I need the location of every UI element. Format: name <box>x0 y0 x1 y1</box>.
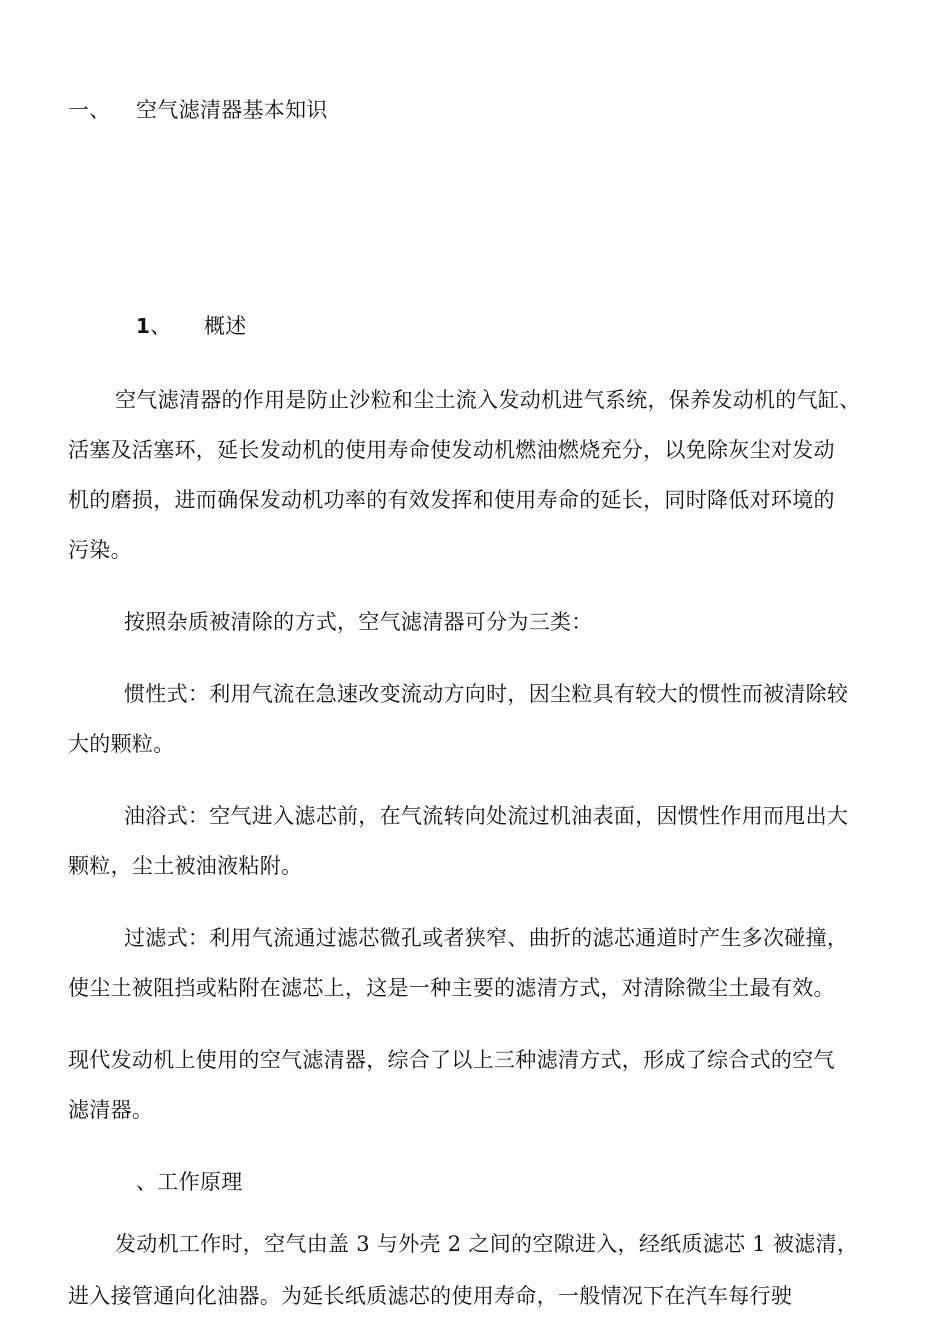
paragraph-line: 过滤式：利用气流通过滤芯微孔或者狭窄、曲折的滤芯通道时产生多次碰撞， <box>124 926 849 950</box>
section-number: 一、 <box>68 98 111 122</box>
paragraph-line: 惯性式：利用气流在急速改变流动方向时，因尘粒具有较大的惯性而被清除较 <box>124 682 849 706</box>
section-heading <box>68 96 328 124</box>
section-title: 空气滤清器基本知识 <box>136 98 328 122</box>
paragraph-line: 污染。 <box>68 538 132 562</box>
paragraph-line: 机的磨损，进而确保发动机功率的有效发挥和使用寿命的延长，同时降低对环境的 <box>68 488 835 512</box>
paragraph-line: 现代发动机上使用的空气滤清器，综合了以上三种滤清方式，形成了综合式的空气 <box>68 1048 835 1072</box>
paragraph-line: 大的颗粒。 <box>68 732 175 756</box>
paragraph-line: 活塞及活塞环，延长发动机的使用寿命使发动机燃油燃烧充分，以免除灰尘对发动 <box>68 438 835 462</box>
subsection-heading <box>136 312 247 340</box>
subsection-title: 概述 <box>204 314 247 338</box>
paragraph-line: 滤清器。 <box>68 1098 154 1122</box>
paragraph-line: 进入接管通向化油器。为延长纸质滤芯的使用寿命，一般情况下在汽车每行驶 <box>68 1284 793 1308</box>
paragraph-line: 空气滤清器的作用是防止沙粒和尘土流入发动机进气系统，保养发动机的气缸、 <box>115 388 861 412</box>
paragraph-line: 使尘土被阻挡或粘附在滤芯上，这是一种主要的滤清方式，对清除微尘土最有效。 <box>68 976 835 1000</box>
paragraph-line: 按照杂质被清除的方式，空气滤清器可分为三类： <box>124 610 593 634</box>
paragraph-line: 油浴式：空气进入滤芯前，在气流转向处流过机油表面，因惯性作用而甩出大 <box>124 804 849 828</box>
paragraph-line: 发动机工作时，空气由盖 3 与外壳 2 之间的空隙进入，经纸质滤芯 1 被滤清， <box>115 1232 859 1256</box>
paragraph-line: 颗粒，尘土被油液粘附。 <box>68 854 303 878</box>
subsection-number: 1、 <box>136 314 172 338</box>
working-principle-heading: 、工作原理 <box>136 1170 243 1194</box>
